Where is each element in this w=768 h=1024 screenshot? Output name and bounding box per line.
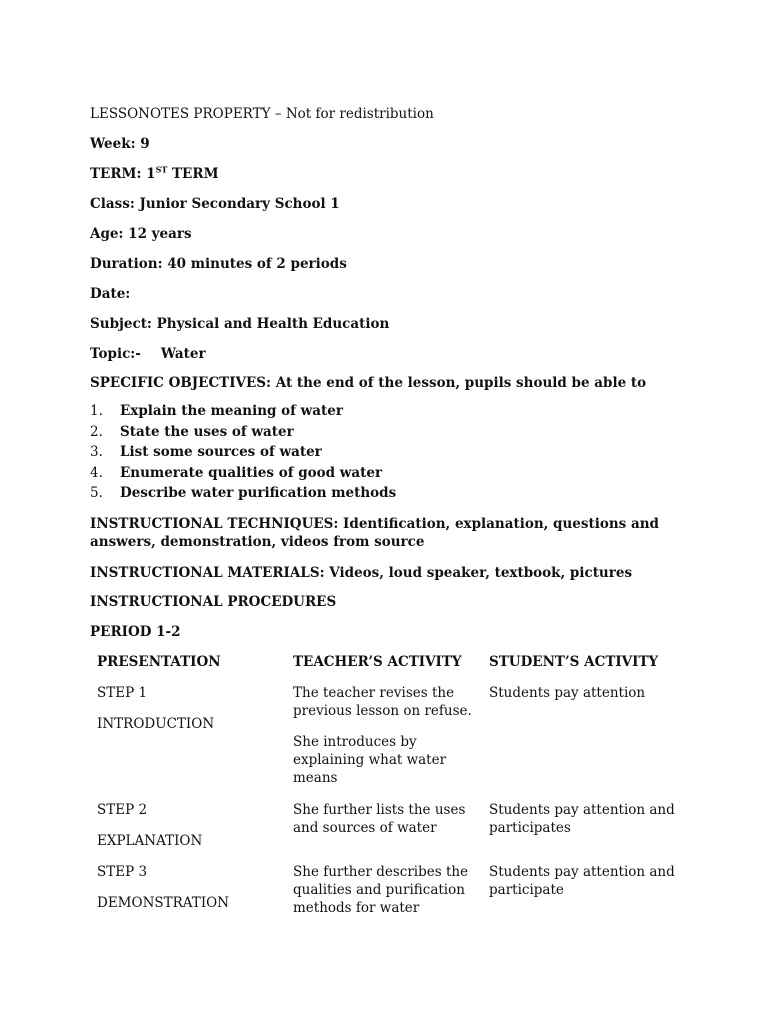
table-row-3-presentation	[97, 863, 277, 925]
list-item: 3. List some sources of water	[90, 444, 322, 460]
objectives-heading: SPECIFIC OBJECTIVES: At the end of the lesson, pupils should be able to	[90, 375, 647, 391]
column-header-presentation: PRESENTATION	[97, 654, 221, 670]
duration-line: Duration: 40 minutes of 2 periods	[90, 256, 347, 272]
topic-line	[90, 345, 206, 363]
step-label: STEP 3	[97, 864, 148, 880]
term-suffix: TERM	[167, 166, 219, 182]
stage-label: DEMONSTRATION	[97, 895, 230, 911]
topic-label: Topic:-	[90, 346, 141, 362]
table-row-2-teacher	[293, 801, 473, 850]
age-line: Age: 12 years	[90, 226, 192, 242]
table-row-3-student	[489, 863, 689, 912]
student-activity: Students pay attention and participate	[489, 864, 675, 898]
instructional-techniques: INSTRUCTIONAL TECHNIQUES: Identification, explanation, questions and answers, demonstration, videos from source	[90, 516, 659, 550]
table-row-1-student	[489, 684, 689, 715]
class-line: Class: Junior Secondary School 1	[90, 196, 340, 212]
teacher-activity: The teacher revises the previous lesson on refuse.	[293, 685, 472, 719]
student-activity: Students pay attention and participates	[489, 802, 675, 836]
table-row-2-presentation	[97, 801, 277, 863]
list-item: 4. Enumerate qualities of good water	[90, 464, 383, 481]
list-item: 5. Describe water purification methods	[90, 485, 397, 501]
property-notice: LESSONOTES PROPERTY – Not for redistribution	[90, 106, 434, 122]
period-heading: PERIOD 1-2	[90, 624, 181, 640]
instructional-materials: INSTRUCTIONAL MATERIALS: Videos, loud speaker, textbook, pictures	[90, 565, 633, 581]
column-header-teacher: TEACHER’S ACTIVITY	[293, 654, 462, 670]
table-row-1-presentation	[97, 684, 277, 746]
term-line	[90, 165, 219, 183]
week-line: Week: 9	[90, 136, 150, 152]
table-row-2-student	[489, 801, 689, 850]
date-line: Date:	[90, 286, 131, 302]
list-item: 2. State the uses of water	[90, 423, 294, 440]
table-row-3-teacher	[293, 863, 473, 930]
column-header-student: STUDENT’S ACTIVITY	[489, 654, 659, 670]
teacher-activity: She further lists the uses and sources of water	[293, 802, 466, 836]
list-item: 1. Explain the meaning of water	[90, 403, 343, 419]
step-label: STEP 1	[97, 685, 148, 701]
teacher-activity: She introduces by explaining what water means	[293, 734, 447, 786]
term-superscript: ST	[155, 164, 168, 175]
term-prefix: TERM: 1	[90, 166, 156, 182]
objectives-list	[90, 402, 396, 505]
subject-line: Subject: Physical and Health Education	[90, 316, 390, 332]
stage-label: EXPLANATION	[97, 833, 203, 849]
table-row-1-teacher	[293, 684, 473, 800]
procedures-heading: INSTRUCTIONAL PROCEDURES	[90, 594, 337, 610]
topic-value: Water	[160, 346, 206, 362]
teacher-activity: She further describes the qualities and purification methods for water	[293, 864, 469, 916]
step-label: STEP 2	[97, 802, 148, 818]
stage-label: INTRODUCTION	[97, 716, 215, 732]
student-activity: Students pay attention	[489, 685, 646, 701]
